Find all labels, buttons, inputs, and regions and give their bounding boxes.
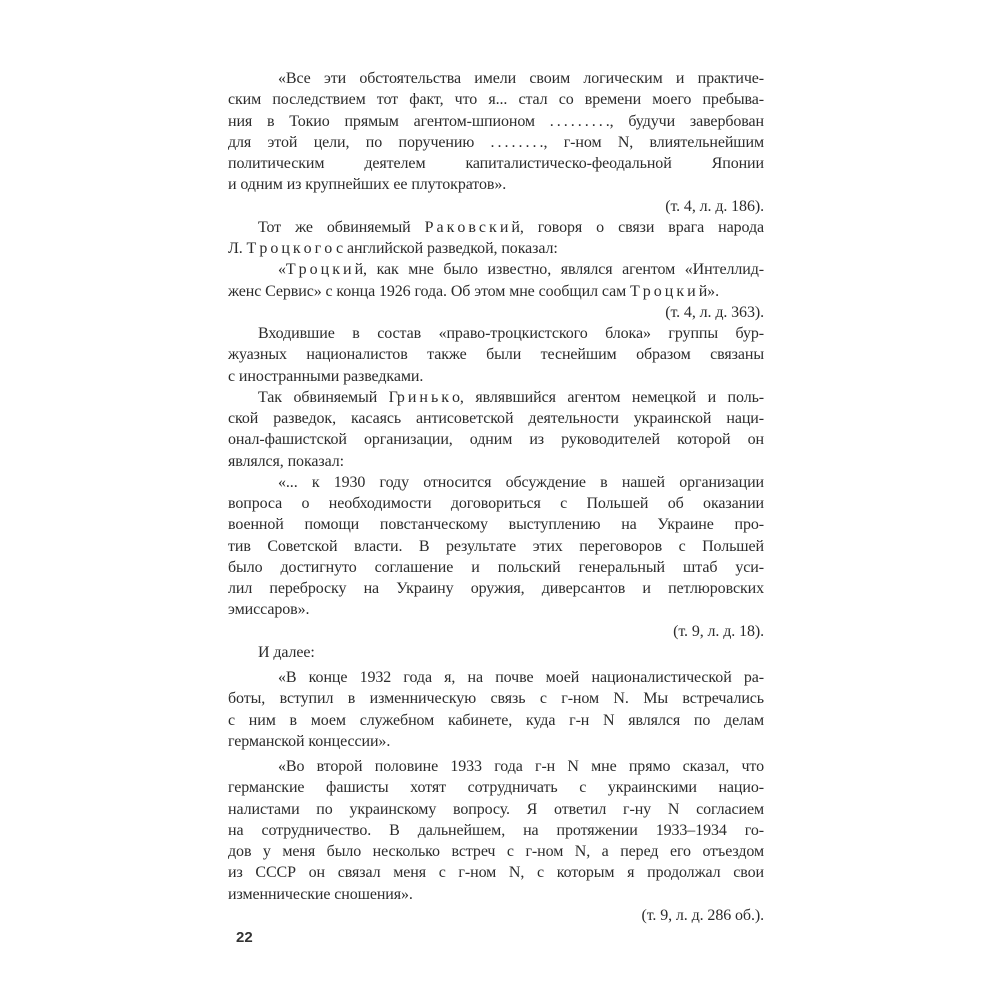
quote-line: с ним в моем служебном кабинете, куда г-н N являлся по делам xyxy=(228,711,764,729)
quote-line: дов у меня было несколько встреч с г-ном N, а перед его отъездом xyxy=(228,843,764,860)
reference-line: (т. 4, л. д. 186). xyxy=(665,197,764,215)
quote-line: налистами по украинскому вопросу. Я ответил г-ну N согласием xyxy=(228,800,764,818)
quote-line: боты, вступил в изменническую связь с г-ном N. Мы встречались xyxy=(228,690,764,708)
quote-line: и одним из крупнейших ее плутократов». xyxy=(228,176,507,194)
text-block xyxy=(228,68,764,926)
quote-line: ния в Токио прямым агентом-шпионом . . . . . . . . ., будучи завербован xyxy=(228,112,764,130)
quote-paragraph xyxy=(228,472,764,621)
quote-line: «Все эти обстоятельства имели своим логическим и практиче- xyxy=(278,70,764,87)
quote-line: тив Советской власти. В результате этих переговоров с Польшей xyxy=(228,537,764,555)
quote-line: вопроса о необходимости договориться с Польшей об оказании xyxy=(228,495,764,512)
quote-paragraph xyxy=(228,259,764,302)
text-line: ской разведок, касаясь антисоветской деятельности украинской наци- xyxy=(228,410,764,427)
quote-paragraph xyxy=(228,667,764,752)
quote-line: изменнические сношения». xyxy=(228,885,413,903)
text-line: являлся, показал: xyxy=(228,452,344,470)
quote-line: «... к 1930 году относится обсуждение в нашей организации xyxy=(278,473,764,491)
paragraph xyxy=(228,323,764,387)
quote-line: «В конце 1932 года я, на почве моей националистической ра- xyxy=(278,669,764,686)
page-number: 22 xyxy=(236,929,253,946)
reference-line: (т. 9, л. д. 286 об.). xyxy=(641,906,764,924)
text-line: И далее: xyxy=(258,643,315,661)
quote-line: «Т р о ц к и й, как мне было известно, являлся агентом «Интеллид- xyxy=(278,261,764,279)
quote-line: политическим деятелем капиталистическо-феодальной Японии xyxy=(228,155,764,172)
text-line: с иностранными разведками. xyxy=(228,367,424,385)
quote-line: «Во второй половине 1933 года г-н N мне прямо сказал, что xyxy=(278,758,764,775)
quote-line: эмиссаров». xyxy=(228,601,310,619)
reference-line: (т. 4, л. д. 363). xyxy=(665,303,764,321)
text-line: Л. Т р о ц к о г о с английской разведкой, показал: xyxy=(228,240,558,257)
text-line: Так обвиняемый Гр и н ь к о, являвшийся агентом немецкой и поль- xyxy=(258,388,764,406)
text-line: Входившие в состав «право-троцкистского блока» группы бур- xyxy=(258,325,764,342)
text-line: жуазных националистов также были теснейшим образом связаны xyxy=(228,346,764,364)
quote-line: женс Сервис» с конца 1926 года. Об этом мне сообщил сам Т р о ц к и й». xyxy=(228,282,719,300)
paragraph xyxy=(228,642,764,663)
quote-paragraph xyxy=(228,756,764,905)
quote-line: ским последствием тот факт, что я... стал со времени моего пребыва- xyxy=(228,91,764,109)
paragraph xyxy=(228,387,764,472)
quote-line: было достигнуто соглашение и польский генеральный штаб уси- xyxy=(228,558,764,576)
reference-line: (т. 9, л. д. 18). xyxy=(673,622,764,640)
quote-line: военной помощи повстанческому выступлению на Украине про- xyxy=(228,516,764,534)
quote-line: германские фашисты хотят сотрудничать с украинскими нацио- xyxy=(228,779,764,797)
quote-line: для этой цели, по поручению . . . . . . . ., г-ном N, влиятельнейшим xyxy=(228,133,764,151)
text-line: Тот же обвиняемый Р а к о в с к и й, говоря о связи врага народа xyxy=(258,218,764,236)
quote-paragraph xyxy=(228,68,764,196)
quote-line: на сотрудничество. В дальнейшем, на протяжении 1933–1934 го- xyxy=(228,821,764,839)
quote-line: из СССР он связал меня с г-ном N, с которым я продолжал свои xyxy=(228,864,764,882)
quote-line: германской концессии». xyxy=(228,732,391,750)
quote-line: лил переброску на Украину оружия, диверсантов и петлюровских xyxy=(228,580,764,597)
paragraph xyxy=(228,217,764,260)
text-line: онал-фашистской организации, одним из руководителей которой он xyxy=(228,431,764,449)
